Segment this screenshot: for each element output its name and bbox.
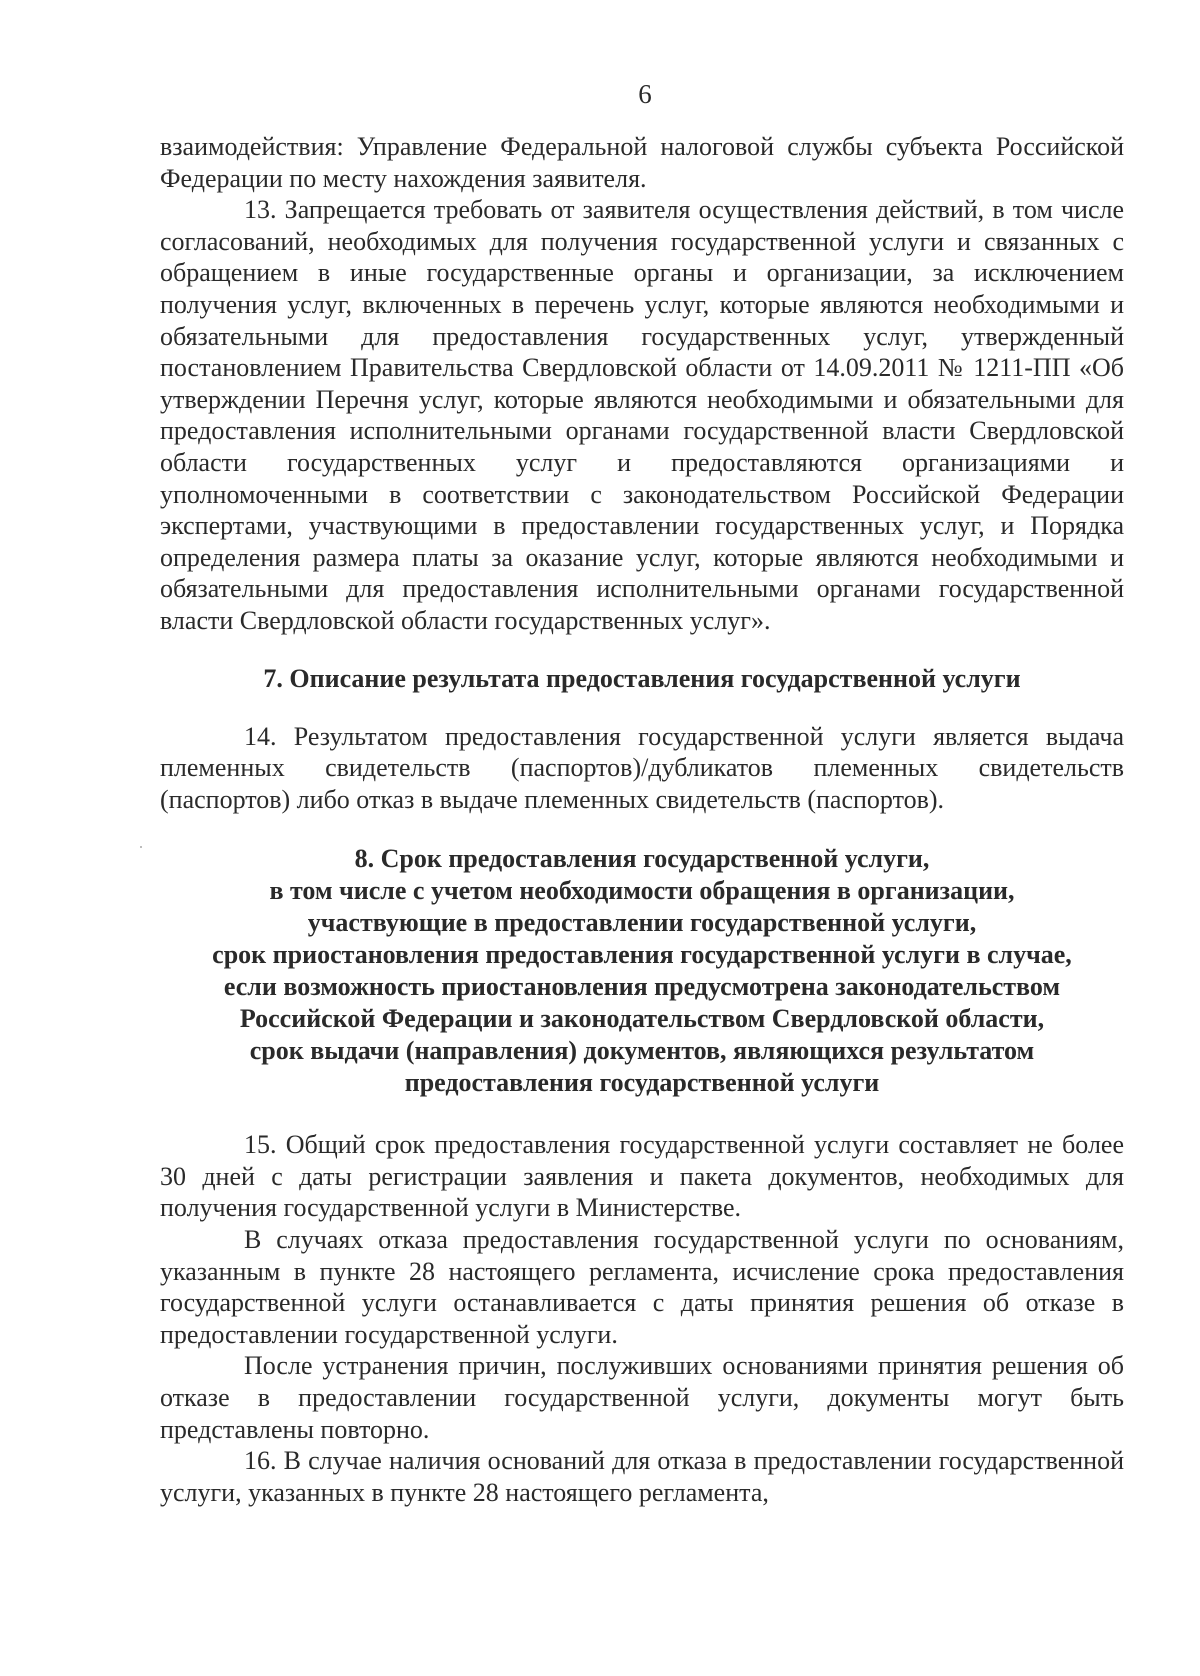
paragraph-resubmission: После устранения причин, послуживших основаниями принятия решения об отказе в предоставлении государственной услуги, документы могут быть представлены повторно.	[160, 1351, 1124, 1444]
section-8-heading-line: 8. Срок предоставления государственной услуги,	[354, 844, 930, 874]
paragraph-15: 15. Общий срок предоставления государственной услуги составляет не более 30 дней с даты регистрации заявления и пакета документов, необходимых для получения государственной услуги в Министерстве.	[160, 1130, 1124, 1223]
document-body	[160, 131, 1124, 1508]
paragraph-14: 14. Результатом предоставления государственной услуги является выдача племенных свидетельств (паспортов)/дубликатов племенных свидетельств (паспортов) либо отказ в выдаче племенных свидетельств (паспортов).	[160, 721, 1124, 814]
paragraph-16: 16. В случае наличия оснований для отказа в предоставлении государственной услуги, указанных в пункте 28 настоящего регламента,	[160, 1446, 1124, 1507]
section-8-heading-line: предоставления государственной услуги	[404, 1068, 880, 1098]
page-number: 6	[638, 79, 652, 109]
section-8-heading-line: срок приостановления предоставления государственной услуги в случае,	[212, 940, 1072, 970]
section-8-heading-line: срок выдачи (направления) документов, являющихся результатом	[249, 1036, 1035, 1066]
section-7-heading: 7. Описание результата предоставления государственной услуги	[263, 663, 1021, 693]
scan-artifact-dot	[140, 846, 142, 848]
section-8-heading-line: в том числе с учетом необходимости обращения в организации,	[269, 876, 1015, 906]
section-8-heading-line: Российской Федерации и законодательством Свердловской области,	[239, 1004, 1045, 1034]
section-8-heading-line: участвующие в предоставлении государственной услуги,	[307, 908, 977, 938]
section-8-heading-line: если возможность приостановления предусмотрена законодательством	[223, 972, 1061, 1002]
paragraph-continuation: взаимодействия: Управление Федеральной налоговой службы субъекта Российской Федерации по месту нахождения заявителя.	[160, 132, 1124, 193]
section-8-heading	[160, 843, 1124, 1099]
paragraph-suspension: В случаях отказа предоставления государственной услуги по основаниям, указанным в пункте 28 настоящего регламента, исчисление срока предоставления государственной услуги останавливается с даты принятия решения об отказе в предоставлении государственной услуги.	[160, 1225, 1124, 1349]
paragraph-13: 13. Запрещается требовать от заявителя осуществления действий, в том числе согласований, необходимых для получения государственной услуги и связанных с обращением в иные государственные органы и организации, за исключением получения услуг, включенных в перечень услуг, которые являются необходимыми и обязательными для предоставления государственных услуг, утвержденный постановлением Правительства Свердловской области от 14.09.2011 № 1211-ПП «Об утверждении Перечня услуг, которые являются необходимыми и обязательными для предоставления исполнительными органами государственной власти Свердловской области государственных услуг и предоставляются организациями и уполномоченными в соответствии с законодательством Российской Федерации экспертами, участвующими в предоставлении государственных услуг, и Порядка определения размера платы за оказание услуг, которые являются необходимыми и обязательными для предоставления исполнительными органами государственной власти Свердловской области государственных услуг».	[160, 195, 1124, 635]
